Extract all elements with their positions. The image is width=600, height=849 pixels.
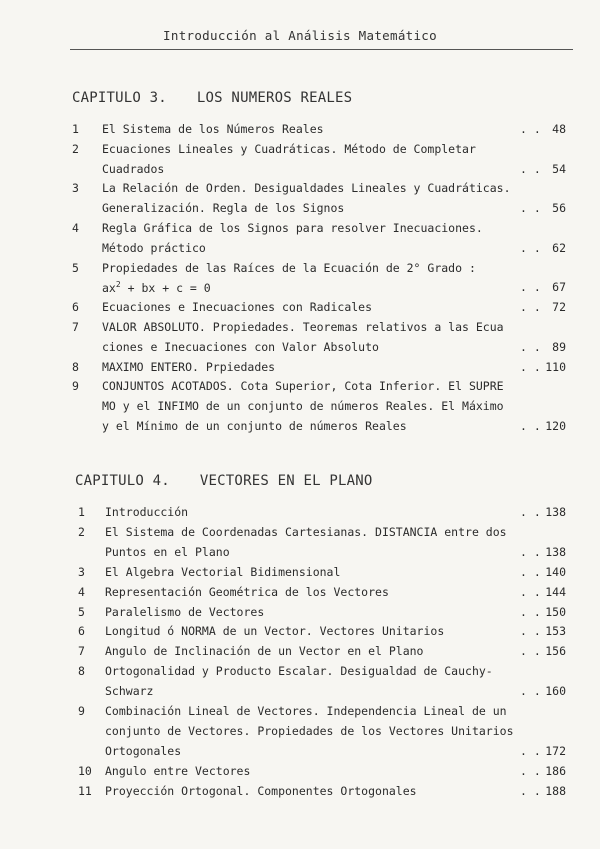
toc-entry-text: MAXIMO ENTERO. Prpiedades: [102, 359, 276, 374]
header-rule: [70, 49, 573, 50]
dot-leader: . .: [520, 300, 541, 315]
dot-leader: . .: [520, 624, 541, 639]
toc-entry-number: 11: [78, 783, 92, 798]
dot-leader: . .: [520, 564, 541, 579]
toc-entry-text: y el Mínimo de un conjunto de números Reales: [102, 418, 407, 433]
toc-entry-text: CONJUNTOS ACOTADOS. Cota Superior, Cota Inferior. El SUPRE: [102, 379, 504, 394]
toc-page-number: 67: [552, 280, 566, 295]
toc-entry-text: Introducción: [105, 505, 189, 519]
dot-leader: . .: [520, 418, 541, 433]
toc-entry-number: 10: [78, 763, 92, 778]
toc-entry-number: 2: [78, 524, 85, 539]
toc-entry-number: 6: [78, 624, 85, 639]
dot-leader: . .: [520, 684, 541, 699]
toc-page-number: 138: [545, 544, 566, 559]
toc-entry-number: 9: [78, 704, 85, 718]
toc-page-number: 186: [545, 763, 566, 778]
toc-entry-number: 7: [78, 644, 85, 659]
toc-entry-text: Schwarz: [105, 684, 154, 699]
dot-leader: . .: [520, 783, 541, 798]
toc-entry-number: 5: [78, 604, 85, 619]
toc-entry-number: 7: [72, 320, 79, 334]
toc-entry-number: 6: [72, 300, 79, 315]
chapter-3-title: LOS NUMEROS REALES: [196, 90, 353, 106]
toc-page-number: 48: [552, 122, 566, 136]
toc-entry-number: 3: [72, 181, 79, 196]
toc-entry-text: La Relación de Orden. Desigualdades Lineales y Cuadráticas.: [102, 181, 511, 196]
toc-entry-text: conjunto de Vectores. Propiedades de los Vectores Unitarios: [105, 723, 514, 738]
toc-entry-text: Ortogonales: [105, 743, 182, 758]
toc-page-number: 172: [545, 743, 566, 758]
toc-page-number: 150: [545, 604, 566, 619]
toc-entry-number: 1: [78, 505, 85, 519]
chapter-4-title: VECTORES EN EL PLANO: [199, 473, 373, 489]
toc-entry-text: ciones e Inecuaciones con Valor Absoluto: [102, 339, 379, 354]
toc-entry-text: El Sistema de los Números Reales: [102, 122, 324, 136]
toc-entry-text: Ortogonalidad y Producto Escalar. Desigualdad de Cauchy-: [105, 664, 493, 679]
toc-entry-text: Angulo de Inclinación de un Vector en el Plano: [105, 644, 424, 659]
chapter-4-heading: [75, 473, 373, 489]
toc-page-number: 156: [545, 644, 566, 659]
toc-entry-number: 1: [72, 122, 79, 136]
chapter-3-heading: [72, 90, 352, 106]
toc-entry-text: Cuadrados: [102, 161, 165, 176]
dot-leader: . .: [520, 544, 541, 559]
toc-entry-text: El Sistema de Coordenadas Cartesianas. DISTANCIA entre dos: [105, 524, 507, 539]
toc-entry-number: 4: [78, 584, 85, 599]
dot-leader: . .: [520, 359, 541, 374]
toc-entry-text: Generalización. Regla de los Signos: [102, 201, 345, 216]
toc-entry-text: Ecuaciones e Inecuaciones con Radicales: [102, 300, 373, 315]
dot-leader: . .: [520, 122, 541, 136]
toc-entry-text: Puntos en el Plano: [105, 544, 230, 559]
toc-entry-text: MO y el INFIMO de un conjunto de números Reales. El Máximo: [102, 399, 504, 414]
toc-entry-text: Representación Geométrica de los Vectores: [105, 584, 389, 599]
running-head: Introducción al Análisis Matemático: [163, 28, 437, 43]
dot-leader: . .: [520, 201, 541, 216]
toc-entry-number: 8: [78, 664, 85, 679]
toc-page-number: 140: [545, 564, 566, 579]
toc-page-number: 89: [552, 339, 566, 354]
toc-page-number: 110: [545, 359, 566, 374]
toc-entry-text: Ecuaciones Lineales y Cuadráticas. Método de Completar: [102, 141, 476, 156]
dot-leader: . .: [520, 240, 541, 255]
toc-entry-text: Angulo entre Vectores: [105, 763, 251, 778]
toc-page-number: 62: [552, 240, 566, 255]
toc-entry-text: $ax^2$ + bx + c = 0: [102, 280, 211, 296]
toc-page-number: 144: [545, 584, 566, 599]
toc-entry-text: Regla Gráfica de los Signos para resolver Inecuaciones.: [102, 221, 483, 235]
toc-entry-number: 5: [72, 260, 79, 275]
dot-leader: . .: [520, 161, 541, 176]
dot-leader: . .: [520, 339, 541, 354]
toc-page-number: 120: [545, 418, 566, 433]
toc-entry-number: 9: [72, 379, 79, 394]
toc-entry-number: 2: [72, 141, 79, 156]
dot-leader: . .: [520, 644, 541, 659]
chapter-4-label: CAPITULO 4.: [75, 473, 170, 489]
toc-page-number: 188: [545, 783, 566, 798]
toc-entry-text: Paralelismo de Vectores: [105, 604, 265, 619]
toc-page-number: 54: [552, 161, 566, 176]
toc-page-number: 138: [545, 505, 566, 519]
dot-leader: . .: [520, 280, 541, 295]
toc-entry-number: 3: [78, 564, 85, 579]
toc-entry-number: 8: [72, 359, 79, 374]
dot-leader: . .: [520, 505, 541, 519]
toc-page-number: 153: [545, 624, 566, 639]
dot-leader: . .: [520, 743, 541, 758]
toc-entry-text: Combinación Lineal de Vectores. Independencia Lineal de un: [105, 704, 507, 718]
toc-entry-text: El Algebra Vectorial Bidimensional: [105, 564, 341, 579]
chapter-3-label: CAPITULO 3.: [72, 90, 167, 106]
toc-entry-text: Longitud ó NORMA de un Vector. Vectores Unitarios: [105, 624, 445, 639]
dot-leader: . .: [520, 584, 541, 599]
toc-page-number: 56: [552, 201, 566, 216]
toc-page-number: 160: [545, 684, 566, 699]
toc-entry-text: Proyección Ortogonal. Componentes Ortogonales: [105, 783, 417, 798]
toc-page-number: 72: [552, 300, 566, 315]
toc-entry-text: Método práctico: [102, 240, 206, 255]
dot-leader: . .: [520, 604, 541, 619]
dot-leader: . .: [520, 763, 541, 778]
toc-entry-text: Propiedades de las Raíces de la Ecuación de 2° Grado :: [102, 260, 476, 275]
toc-entry-text: VALOR ABSOLUTO. Propiedades. Teoremas relativos a las Ecua: [102, 320, 504, 334]
toc-entry-number: 4: [72, 221, 79, 235]
